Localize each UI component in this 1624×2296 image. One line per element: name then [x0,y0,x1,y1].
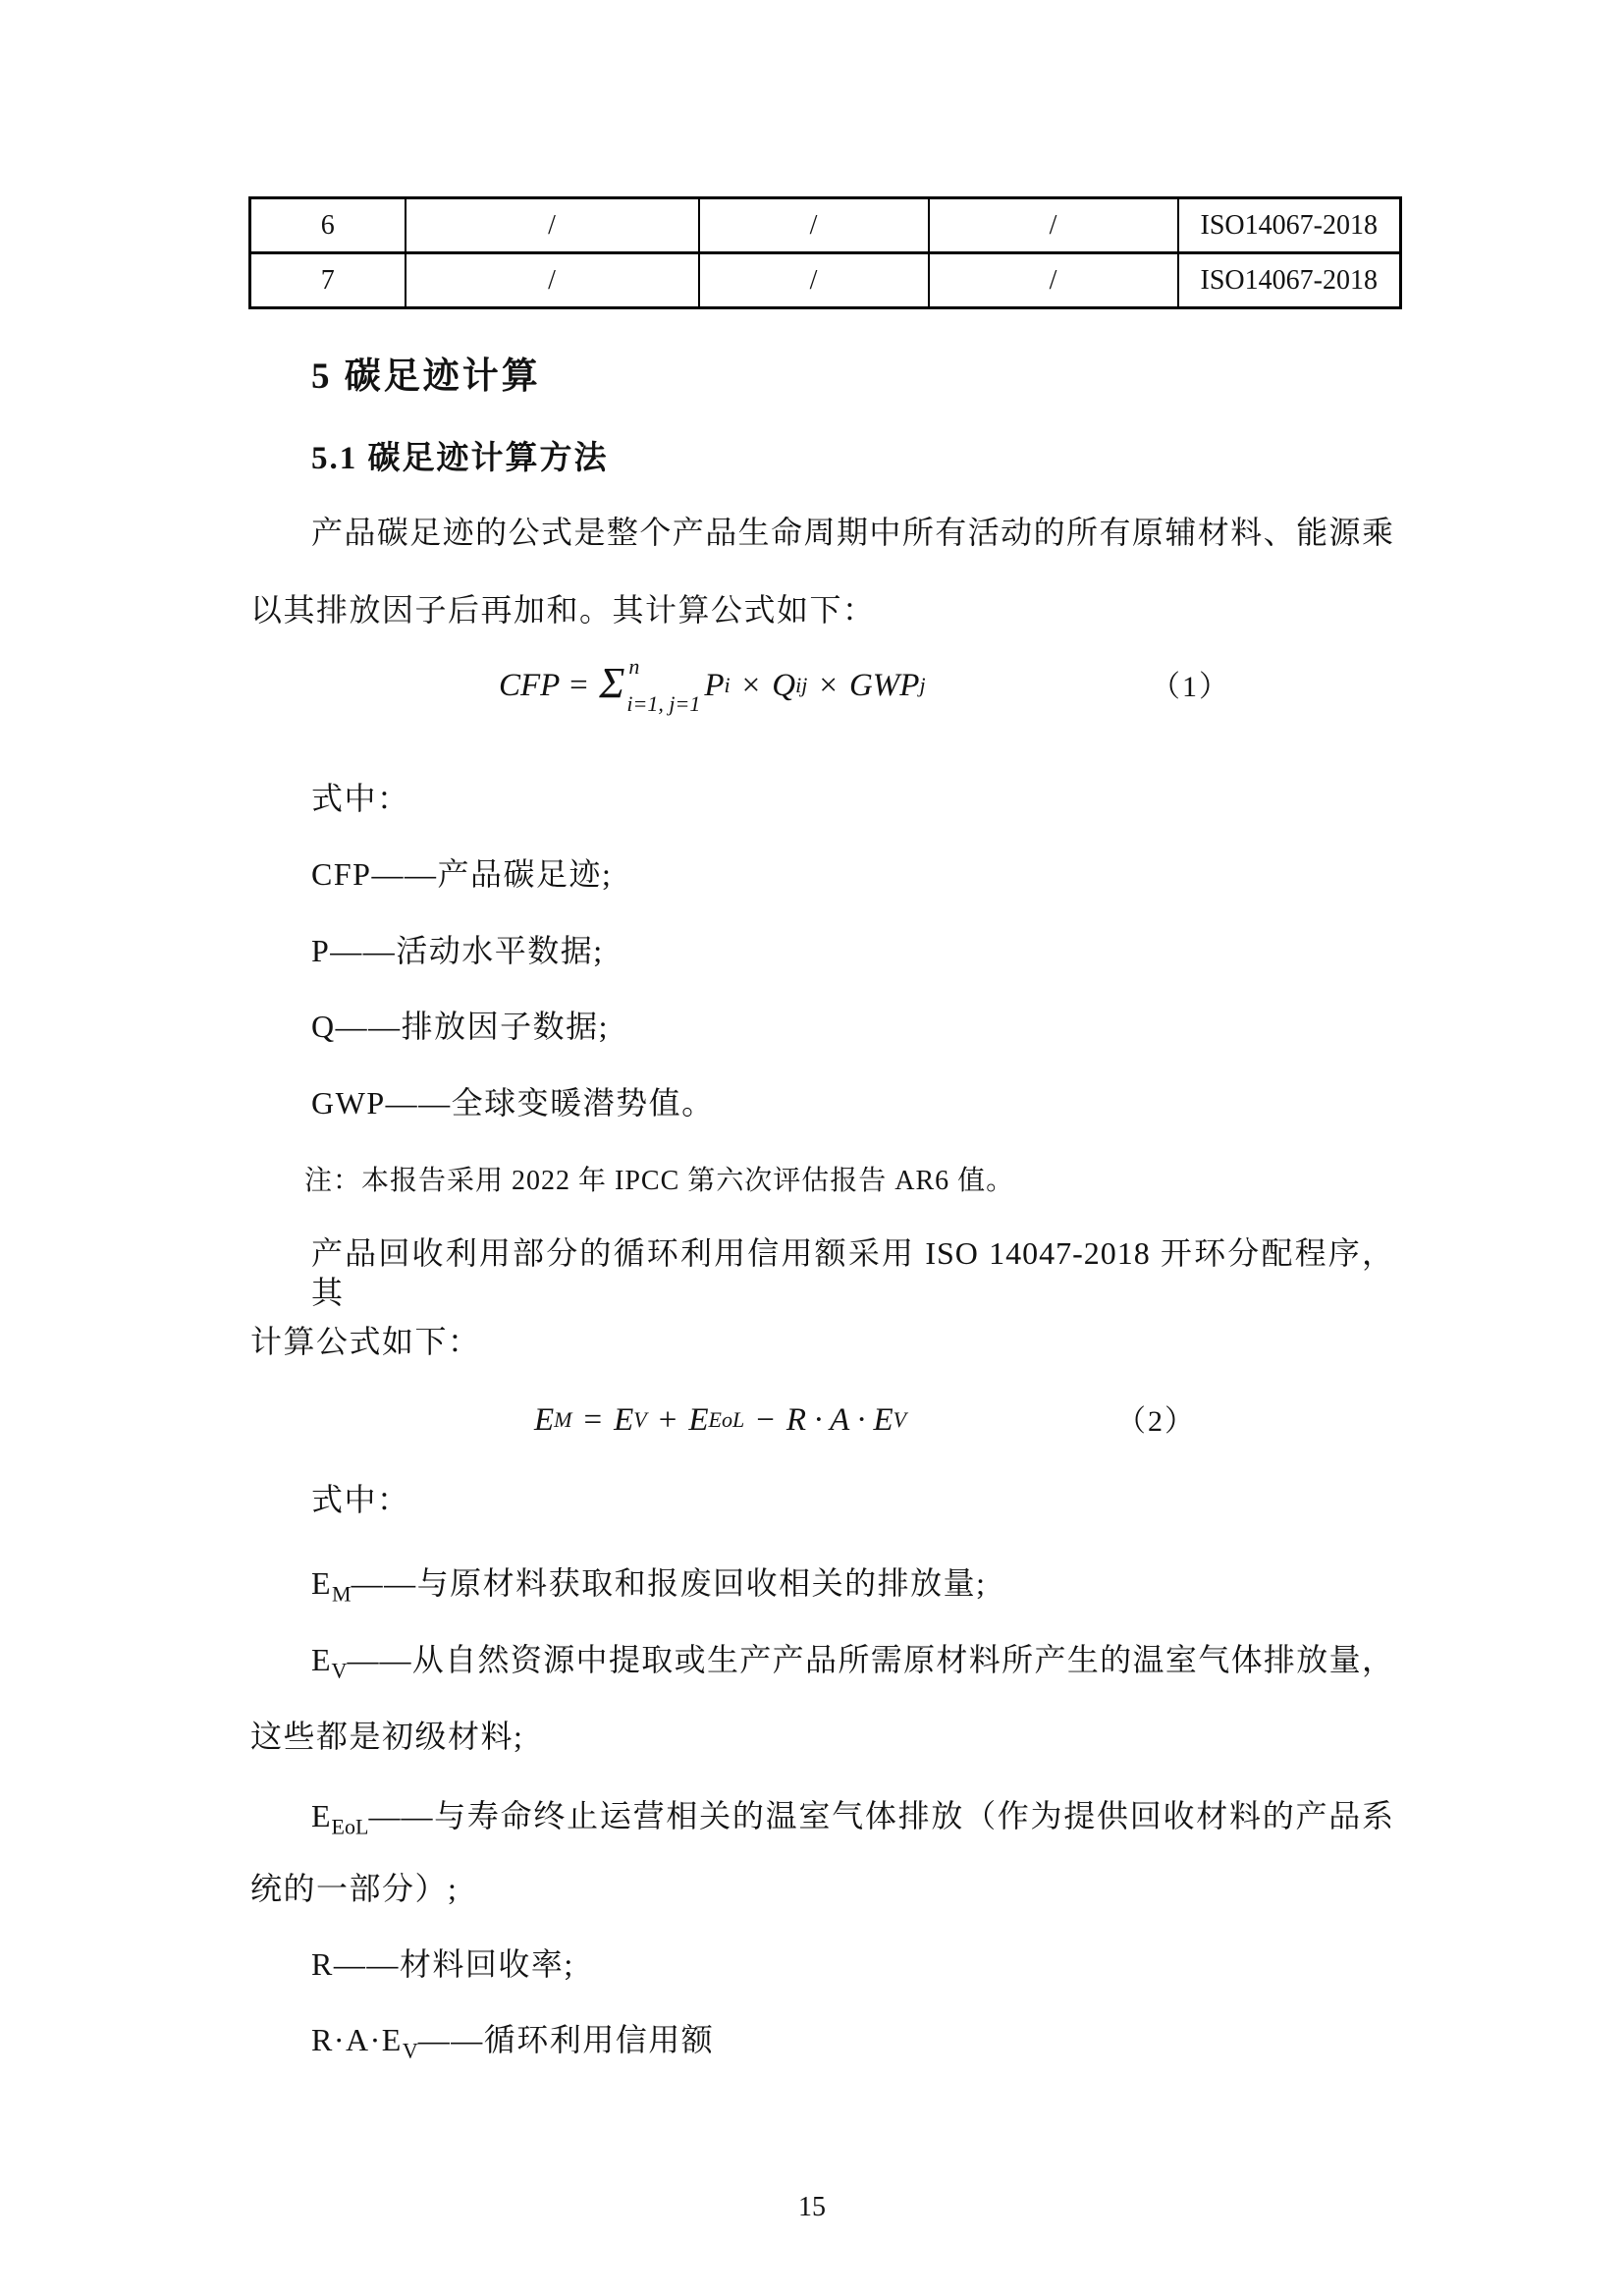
table-cell-standard: ISO14067-2018 [1178,198,1401,253]
definition-ev-continued: 这些都是初级材料; [250,1719,524,1754]
definition-eeol: $E_{EoL}——$与寿命终止运营相关的温室气体排放（作为提供回收材料的产品系 [311,1798,1394,1839]
table-cell-standard: ISO14067-2018 [1178,253,1401,308]
formula-term: Q [772,668,796,703]
paragraph-line: 产品碳足迹的公式是整个产品生命周期中所有活动的所有原辅材料、能源乘 [311,515,1394,550]
formula-em: E M = E V + E EoL − R · A · E V [534,1402,907,1438]
note-line: 注：本报告采用 2022 年 IPCC 第六次评估报告 AR6 值。 [304,1166,1015,1196]
table-cell: / [699,198,929,253]
sigma-limits: n i=1, j=1 [626,654,701,716]
sigma-symbol: Σ [599,659,625,707]
paragraph-line: 计算公式如下： [250,1324,481,1359]
formula-number: （1） [1151,671,1230,703]
definition-cfp: CFP——产品碳足迹; [311,856,613,892]
page-number: 15 [798,2192,826,2222]
where-label: 式中： [311,781,410,816]
table-cell: / [699,253,929,308]
definition-gwp: GWP——全球变暖潜势值。 [311,1085,715,1121]
paragraph-line: 以其排放因子后再加和。其计算公式如下： [250,592,876,628]
formula-cfp: CFP = Σ n i=1, j=1 P i × Q ij × GWP j [499,654,926,716]
paragraph-line: 产品回收利用部分的循环利用信用额采用 ISO 14047-2018 开环分配程序，其 [311,1235,1394,1310]
definition-q: Q——排放因子数据; [311,1009,610,1044]
table-cell: / [929,253,1178,308]
formula-number: （2） [1116,1405,1196,1438]
table-cell-index: 7 [250,253,406,308]
standards-table [248,196,1402,309]
formula-term: P [704,668,725,703]
table-cell-index: 6 [250,198,406,253]
formula-lhs: CFP = [499,668,590,703]
table-row [250,253,1401,308]
where-label: 式中： [311,1482,410,1517]
definition-em: $E_M——$与原材料获取和报废回收相关的排放量; [311,1565,987,1607]
table-cell: / [406,253,699,308]
formula-term: GWP [848,668,920,703]
definition-raev: $R\cdot A\cdot E_V——$循环利用信用额 [311,2022,715,2063]
definition-p: P——活动水平数据; [311,933,604,968]
table-cell: / [929,198,1178,253]
definition-ev: $E_V——$从自然资源中提取或生产产品所需原材料所产生的温室气体排放量， [311,1642,1394,1683]
definition-r: R——材料回收率; [311,1946,574,1982]
table-cell: / [406,198,699,253]
subsection-heading: 5.1 碳足迹计算方法 [311,441,609,476]
section-heading: 5 碳足迹计算 [311,356,541,397]
table-row [250,198,1401,253]
definition-eeol-continued: 统的一部分）; [250,1871,459,1906]
